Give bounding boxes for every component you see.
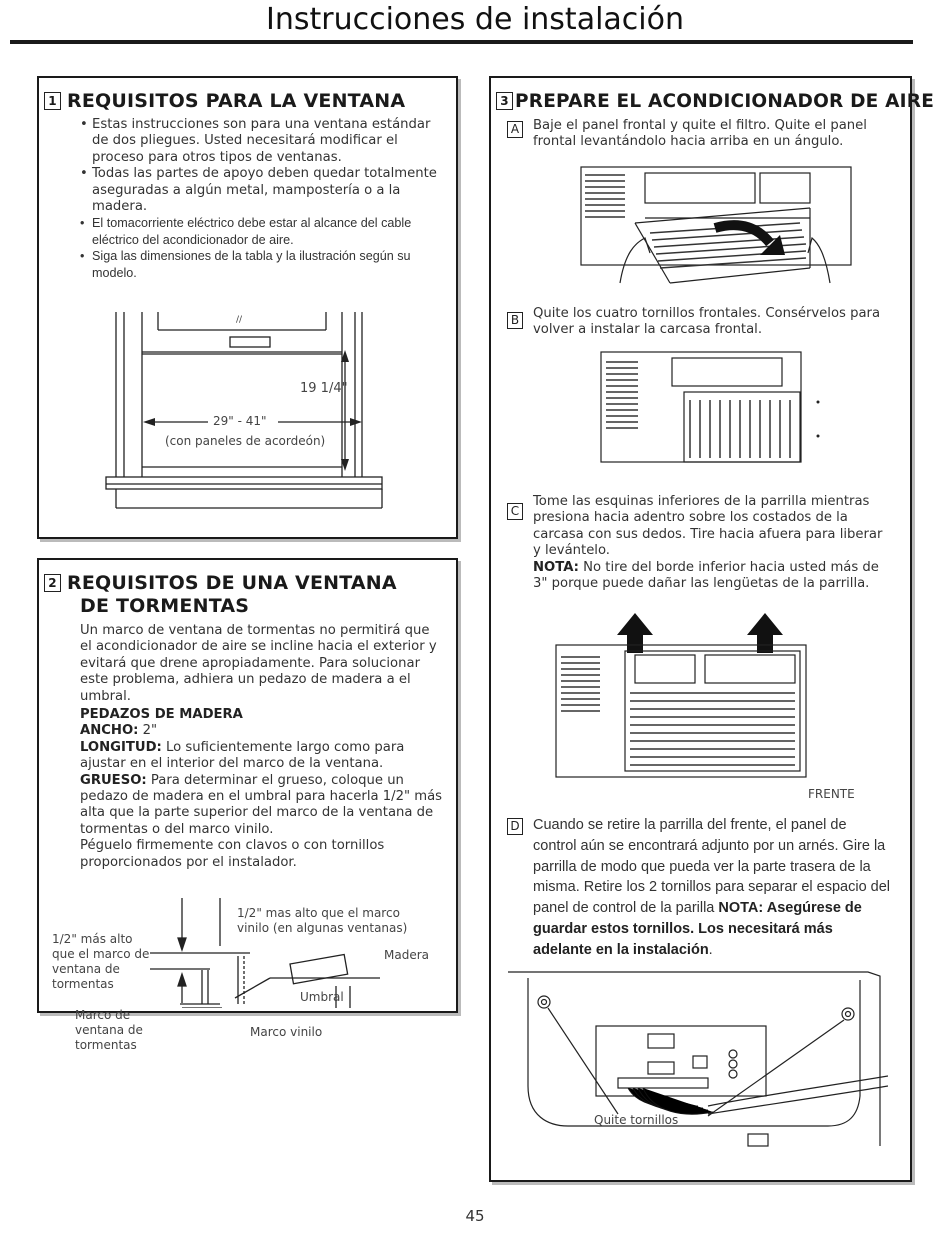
section2-title-line1: REQUISITOS DE UNA VENTANA [67, 572, 397, 594]
step-a-label: A [507, 121, 523, 138]
section1-title-text: REQUISITOS PARA LA VENTANA [67, 90, 406, 112]
storm-higher-label: 1/2" más alto que el marco de ventana de tormentas [52, 932, 150, 991]
wood-width [80, 723, 445, 739]
bullet-1: • Estas instrucciones son para una ventana estándar de dos pliegues. Usted necesitará modificar el proceso para otros tipos de ventanas. [80, 117, 442, 166]
section2-body [80, 623, 445, 871]
wood-heading: PEDAZOS DE MADERA [80, 707, 243, 723]
wood-thickness [80, 773, 445, 839]
width-value: 2" [142, 723, 158, 739]
svg-text://: // [236, 315, 243, 325]
wood-label: Madera [384, 948, 429, 962]
step-a-text: Baje el panel frontal y quite el filtro. Quite el panel frontal levantándolo hacia arriba en un ángulo. [533, 118, 867, 150]
bullet-4: • Siga las dimensiones de la tabla y la ilustración según su modelo. [80, 248, 442, 281]
length-value: Lo suficientemente largo como para ajustar en el interior del marco de la ventana. [80, 739, 405, 772]
step-d-label: D [507, 818, 523, 835]
window-width-label: 29" - 41" [213, 414, 267, 428]
section3-number: 3 [496, 92, 513, 110]
sill-label: Umbral [300, 990, 344, 1004]
vinyl-frame-label: Marco vinilo [250, 1025, 323, 1039]
section1-bullets [80, 117, 442, 281]
front-label: FRENTE [808, 787, 855, 801]
window-dimension-diagram [100, 312, 400, 512]
section3-title [496, 90, 934, 113]
step-b-label: B [507, 312, 523, 329]
remove-screws-label: Quite tornillos [594, 1113, 679, 1127]
title-rule [10, 40, 913, 44]
note-c-label: NOTA: [533, 559, 579, 575]
note-d: NOTA: Asegúrese de guardar estos tornillos. Los necesitará más adelante en la instalación [533, 900, 862, 958]
control-panel-illustration [508, 966, 888, 1151]
storm-frame-label: Marco de ventana de tormentas [75, 1008, 143, 1052]
nail-instruction: Péguelo firmemente con clavos o con tornillos proporcionados por el instalador. [80, 838, 385, 870]
thickness-label: GRUESO: [80, 772, 147, 788]
step-d-text: Cuando se retire la parrilla del frente, el panel de control aún se encontrará adjunto por un arnés. Gire la parrilla de modo que pueda ver la parte trasera de la misma. Retire los 2 tornillos para separar el espacio del panel de control de la parilla NOTA: Asegúrese de guardar estos tornillos. Los necesitará más adelante en la instalación. [533, 817, 891, 958]
section3-title-text: PREPARE EL ACONDICIONADOR DE AIRE [515, 91, 935, 112]
page-number: 45 [465, 1207, 485, 1225]
section2-title-line2: DE TORMENTAS [80, 595, 250, 617]
window-width-note: (con paneles de acordeón) [165, 434, 326, 448]
wood-length [80, 740, 445, 773]
step-c-body: Tome las esquinas inferiores de la parrilla mientras presiona hacia adentro sobre los costados de la carcasa con sus dedos. Tire hacia afuera para liberar y levántelo. [533, 494, 883, 559]
step-c-note [533, 560, 893, 593]
remove-front-panel-illustration [580, 163, 870, 293]
length-label: LONGITUD: [80, 739, 162, 755]
storm-intro: Un marco de ventana de tormentas no permitirá que el acondicionador de aire se incline hacia el exterior y evitará que drene apropiadamente. Para solucionar este problema, adhiera un pedazo de madera a el umbral. [80, 623, 437, 704]
section1-number: 1 [44, 92, 61, 110]
window-height-label: 19 1/4" [300, 381, 348, 396]
vinyl-higher-label: 1/2" mas alto que el marco vinilo (en algunas ventanas) [237, 906, 408, 935]
step-b-text: Quite los cuatro tornillos frontales. Consérvelos para volver a instalar la carcasa frontal. [533, 306, 881, 338]
width-label: ANCHO: [80, 723, 139, 739]
front-screws-illustration [600, 350, 820, 470]
bullet-3: • El tomacorriente eléctrico debe estar al alcance del cable eléctrico del acondicionador de aire. [80, 215, 442, 248]
section2-number: 2 [44, 574, 61, 592]
note-c-text: No tire del borde inferior hacia usted más de 3" porque puede dañar las lengüetas de la parrilla. [533, 559, 879, 592]
page-title: Instrucciones de instalación [266, 2, 684, 37]
step-c-text [533, 494, 893, 592]
thickness-value: Para determinar el grueso, coloque un pedazo de madera en el umbral para hacerla 1/2" más alta que la parte superior del marco de la ventana de tormentas o del marco vinilo. [80, 772, 443, 837]
section2-title [44, 572, 397, 618]
step-d-body: Cuando se retire la parrilla del frente, el panel de control aún se encontrará adjunto por un arnés. Gire la parrilla de modo que pueda ver la parte trasera de la misma. Retire los 2 tornillos para separar el espacio del panel de control de la parilla [533, 817, 891, 917]
remove-grille-illustration [555, 613, 865, 783]
section1-title [44, 90, 405, 113]
step-c-label: C [507, 503, 523, 520]
bullet-2: • Todas las partes de apoyo deben quedar totalmente aseguradas a algún metal, mampostería o a la madera. [80, 166, 442, 215]
